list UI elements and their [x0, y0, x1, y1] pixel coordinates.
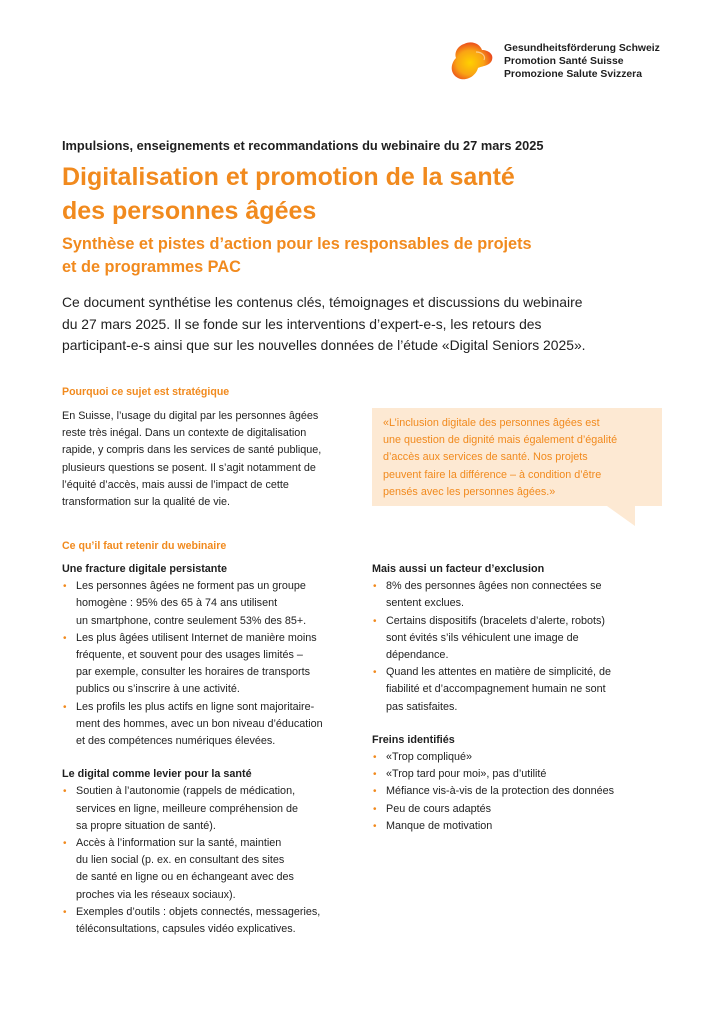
- list-item: • Exemples d’outils : objets connectés, messageries, téléconsultations, capsules vidéo explicatives.: [63, 905, 321, 936]
- left-column: [62, 561, 362, 938]
- logo-line-fr: Promotion Santé Suisse: [504, 56, 624, 67]
- quote-line: peuvent faire la différence – à condition d’être: [383, 468, 602, 481]
- logo: [446, 38, 676, 86]
- quote-line: d’accès aux services de santé. Nos projets: [383, 451, 588, 464]
- paragraph-line: rapide, y compris dans les services de santé publique,: [62, 444, 322, 457]
- subheading-barriers: Freins identifiés: [372, 733, 455, 746]
- paragraph-line: En Suisse, l’usage du digital par les personnes âgées: [62, 410, 319, 422]
- bullet-icon: •: [373, 667, 377, 679]
- bullet-icon: •: [373, 615, 377, 627]
- bullet-icon: •: [63, 701, 67, 713]
- intro-line: du 27 mars 2025. Il se fonde sur les interventions d’expert-e-s, les retours des: [62, 315, 542, 332]
- paragraph-line: l’équité d’accès, mais aussi de l’impact de cette: [62, 478, 289, 491]
- document-kicker: Impulsions, enseignements et recommandations du webinaire du 27 mars 2025: [62, 138, 544, 153]
- list-item: • Les profils les plus actifs en ligne sont majoritaire- ment des hommes, avec un bon niveau d’éducation et des compétences numériques élevées.: [63, 700, 323, 748]
- title-line-2: des personnes âgées: [62, 197, 317, 225]
- document-title: [62, 160, 662, 228]
- subtitle-line-1: Synthèse et pistes d’action pour les responsables de projets: [62, 235, 532, 253]
- bullet-icon: •: [63, 838, 67, 850]
- list-item: • Soutien à l’autonomie (rappels de médication, services en ligne, meilleure compréhension de sa propre situation de santé).: [63, 785, 299, 832]
- subtitle-line-2: et de programmes PAC: [62, 258, 241, 276]
- logo-mark-icon: [446, 38, 502, 86]
- list-item: • Manque de motivation: [372, 818, 672, 835]
- bullet-icon: •: [373, 820, 377, 832]
- bullet-list-barriers: [372, 749, 672, 835]
- bullet-icon: •: [63, 906, 67, 918]
- section-heading-strategic: Pourquoi ce sujet est stratégique: [62, 386, 230, 398]
- list-item: • Peu de cours adaptés: [372, 801, 672, 818]
- paragraph-line: reste très inégal. Dans un contexte de digitalisation: [62, 427, 307, 440]
- bullet-icon: •: [373, 581, 377, 593]
- bullet-icon: •: [373, 803, 377, 815]
- list-item: • Accès à l’information sur la santé, maintien du lien social (p. ex. en consultant des sites de santé en ligne ou en échangeant avec des proches via les réseaux sociaux).: [63, 837, 294, 901]
- bullet-list-health-lever: [62, 783, 362, 938]
- subheading-exclusion: Mais aussi un facteur d’exclusion: [372, 563, 545, 575]
- intro-paragraph: [62, 292, 672, 357]
- list-item: • Quand les attentes en matière de simplicité, de fiabilité et d’accompagnement humain ne sont pas satisfaites.: [373, 666, 612, 713]
- quote-text: [383, 415, 655, 501]
- list-item: • Les personnes âgées ne forment pas un groupe homogène : 95% des 65 à 74 ans utilisent un smartphone, contre seulement 53% des 85+.: [63, 580, 307, 627]
- intro-line: participant-e-s ainsi que sur les nouvelles données de l’étude «Digital Seniors 2025».: [62, 337, 586, 353]
- strategic-paragraph: [62, 408, 362, 511]
- paragraph-line: transformation sur la qualité de vie.: [62, 496, 231, 509]
- quote-tail: [607, 506, 635, 526]
- document-subtitle: [62, 233, 662, 279]
- bullet-icon: •: [373, 769, 377, 781]
- intro-line: Ce document synthétise les contenus clés, témoignages et discussions du webinaire: [62, 294, 583, 310]
- bullet-list-digital-divide: [62, 578, 362, 750]
- right-column: [372, 561, 672, 835]
- quote-box: [372, 408, 662, 506]
- list-item: • Méfiance vis-à-vis de la protection des données: [372, 783, 672, 800]
- subheading-health-lever: Le digital comme levier pour la santé: [62, 768, 252, 781]
- list-item: • 8% des personnes âgées non connectées se sentent exclues.: [373, 580, 602, 610]
- bullet-icon: •: [63, 632, 67, 644]
- list-item: • Les plus âgées utilisent Internet de manière moins fréquente, et souvent pour des usages limités – par exemple, consulter les horaires de transports publics ou s’inscrire à une activité.: [63, 631, 317, 696]
- subheading-digital-divide: Une fracture digitale persistante: [62, 563, 228, 575]
- bullet-icon: •: [373, 786, 377, 798]
- section-heading-takeaways: Ce qu’il faut retenir du webinaire: [62, 540, 227, 552]
- logo-line-it: Promozione Salute Svizzera: [504, 69, 643, 80]
- bullet-icon: •: [63, 581, 67, 593]
- bullet-icon: •: [63, 786, 67, 798]
- quote-line: une question de dignité mais également d’égalité: [383, 434, 618, 447]
- logo-line-de: Gesundheitsförderung Schweiz: [504, 43, 660, 54]
- quote-line: pensés avec les personnes âgées.»: [383, 485, 556, 498]
- bullet-icon: •: [373, 752, 377, 764]
- list-item: • Certains dispositifs (bracelets d’alerte, robots) sont évités s’ils véhiculent une image de dépendance.: [373, 614, 606, 662]
- list-item: • «Trop tard pour moi», pas d’utilité: [372, 766, 672, 783]
- title-line-1: Digitalisation et promotion de la santé: [62, 163, 515, 191]
- bullet-list-exclusion: [372, 578, 672, 716]
- quote-line: «L’inclusion digitale des personnes âgées est: [383, 417, 600, 429]
- paragraph-line: plusieurs questions se posent. Il s’agit notamment de: [62, 461, 316, 474]
- list-item: • «Trop compliqué»: [372, 749, 672, 766]
